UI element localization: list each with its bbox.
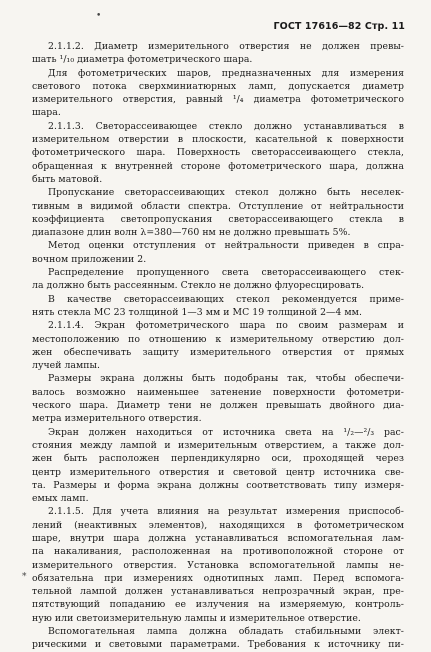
text-line: фотометрического шара. Поверхность светорассеивающего стекла,: [32, 147, 404, 159]
paragraph: [32, 426, 404, 506]
text-line: шаре, внутри шара должна устанавливаться вспомогательная лам-: [32, 532, 404, 544]
text-line: Экран должен находиться от источника света на ¹/₂—²/₃ рас-: [48, 426, 404, 438]
paragraph: [32, 625, 404, 652]
text-line: вочном приложении 2.: [32, 253, 147, 265]
text-line: 2.1.1.3. Светорассеивающее стекло должно устанавливаться в: [48, 120, 404, 132]
paragraph: [32, 239, 404, 266]
text-line: жен обеспечивать защиту измерительного отверстия от прямых: [32, 346, 404, 358]
text-line: лений (неактивных элементов), находящихся в фотометрическом: [32, 519, 404, 531]
margin-mark: •: [96, 11, 102, 21]
paragraph: [32, 266, 404, 293]
text-line: ную или светоизмерительную лампы и измерительное отверстие.: [32, 612, 361, 624]
margin-mark: *: [22, 572, 27, 582]
text-line: тельной лампой должен устанавливаться непрозрачный экран, пре-: [32, 586, 404, 598]
page-header: ГОСТ 17616—82 Стр. 11: [273, 21, 405, 32]
paragraph: [32, 186, 404, 239]
text-line: В качестве светорассеивающих стекол рекомендуется приме-: [48, 293, 404, 305]
text-line: 2.1.1.5. Для учета влияния на результат измерения приспособ-: [48, 506, 404, 518]
text-line: 2.1.1.4. Экран фотометрического шара по своим размерам и: [48, 320, 404, 332]
text-line: коэффициента светопропускания светорассеивающего стекла в: [32, 213, 404, 225]
paragraph: [32, 505, 404, 625]
text-line: лучей лампы.: [32, 360, 101, 372]
text-line: измерительного отверстия, равный ¹/₄ диаметра фотометрического: [32, 94, 404, 106]
text-line: шара.: [32, 107, 61, 119]
paragraph: [32, 120, 404, 186]
text-line: та. Размеры и форма экрана должны соответствовать типу измеря-: [32, 479, 404, 491]
text-line: рическими и световыми параметрами. Требования к источнику пи-: [32, 639, 404, 651]
text-line: местоположению по отношению к измерительному отверстию дол-: [32, 333, 404, 345]
text-line: нять стекла МС 23 толщиной 1—3 мм и МС 19 толщиной 2—4 мм.: [32, 306, 362, 318]
paragraph: [32, 40, 404, 67]
text-line: валось возможно наименьшее затенение поверхности фотометри-: [32, 386, 404, 398]
paragraph: [32, 319, 404, 372]
text-line: Распределение пропущенного света светорассеивающего стек-: [48, 267, 404, 279]
document-body: [32, 40, 404, 652]
paragraph: [32, 372, 404, 425]
text-line: Размеры экрана должны быть подобраны так, чтобы обеспечи-: [48, 373, 404, 385]
text-line: измерительном отверстии в плоскости, касательной к поверхности: [32, 134, 404, 146]
text-line: стояния между лампой и измерительным отверстием, а также дол-: [32, 439, 404, 451]
text-line: диапазоне длин волн λ=380—760 нм не должно превышать 5%.: [32, 227, 351, 239]
text-line: Для фотометрических шаров, предназначенных для измерения: [48, 67, 404, 79]
text-line: пятствующий попаданию ее излучения на измеряемую, контроль-: [32, 599, 404, 611]
text-line: емых ламп.: [32, 493, 89, 505]
paragraph: [32, 293, 404, 320]
text-line: ческого шара. Диаметр тени не должен превышать двойного диа-: [32, 400, 404, 412]
text-line: шать ¹/₁₀ диаметра фотометрического шара.: [32, 54, 253, 66]
text-line: метра измерительного отверстия.: [32, 413, 202, 425]
text-line: Вспомогательная лампа должна обладать стабильными элект-: [48, 626, 404, 638]
text-line: Пропускание светорассеивающих стекол должно быть неселек-: [48, 187, 404, 199]
text-line: ла должно быть рассеянным. Стекло не должно флуоресцировать.: [32, 280, 365, 292]
text-line: тивным в видимой области спектра. Отступление от нейтральности: [32, 200, 404, 212]
paragraph: [32, 67, 404, 120]
text-line: измерительного отверстия. Установка вспомогательной лампы не-: [32, 559, 404, 571]
text-line: обращенная к внутренней стороне фотометрического шара, должна: [32, 160, 404, 172]
text-line: быть матовой.: [32, 173, 103, 185]
text-line: 2.1.1.2. Диаметр измерительного отверстия не должен превы-: [48, 41, 404, 52]
text-line: па накаливания, расположенная на противоположной стороне от: [32, 546, 404, 558]
text-line: жен быть расположен перпендикулярно оси, проходящей через: [32, 453, 404, 465]
text-line: обязательна при измерениях однотипных ламп. Перед вспомога-: [32, 572, 404, 584]
text-line: Метод оценки отступления от нейтральности приведен в спра-: [48, 240, 404, 252]
text-line: светового потока сверхминиатюрных ламп, допускается диаметр: [32, 80, 404, 92]
text-line: центр измерительного отверстия и световой центр источника све-: [32, 466, 404, 478]
